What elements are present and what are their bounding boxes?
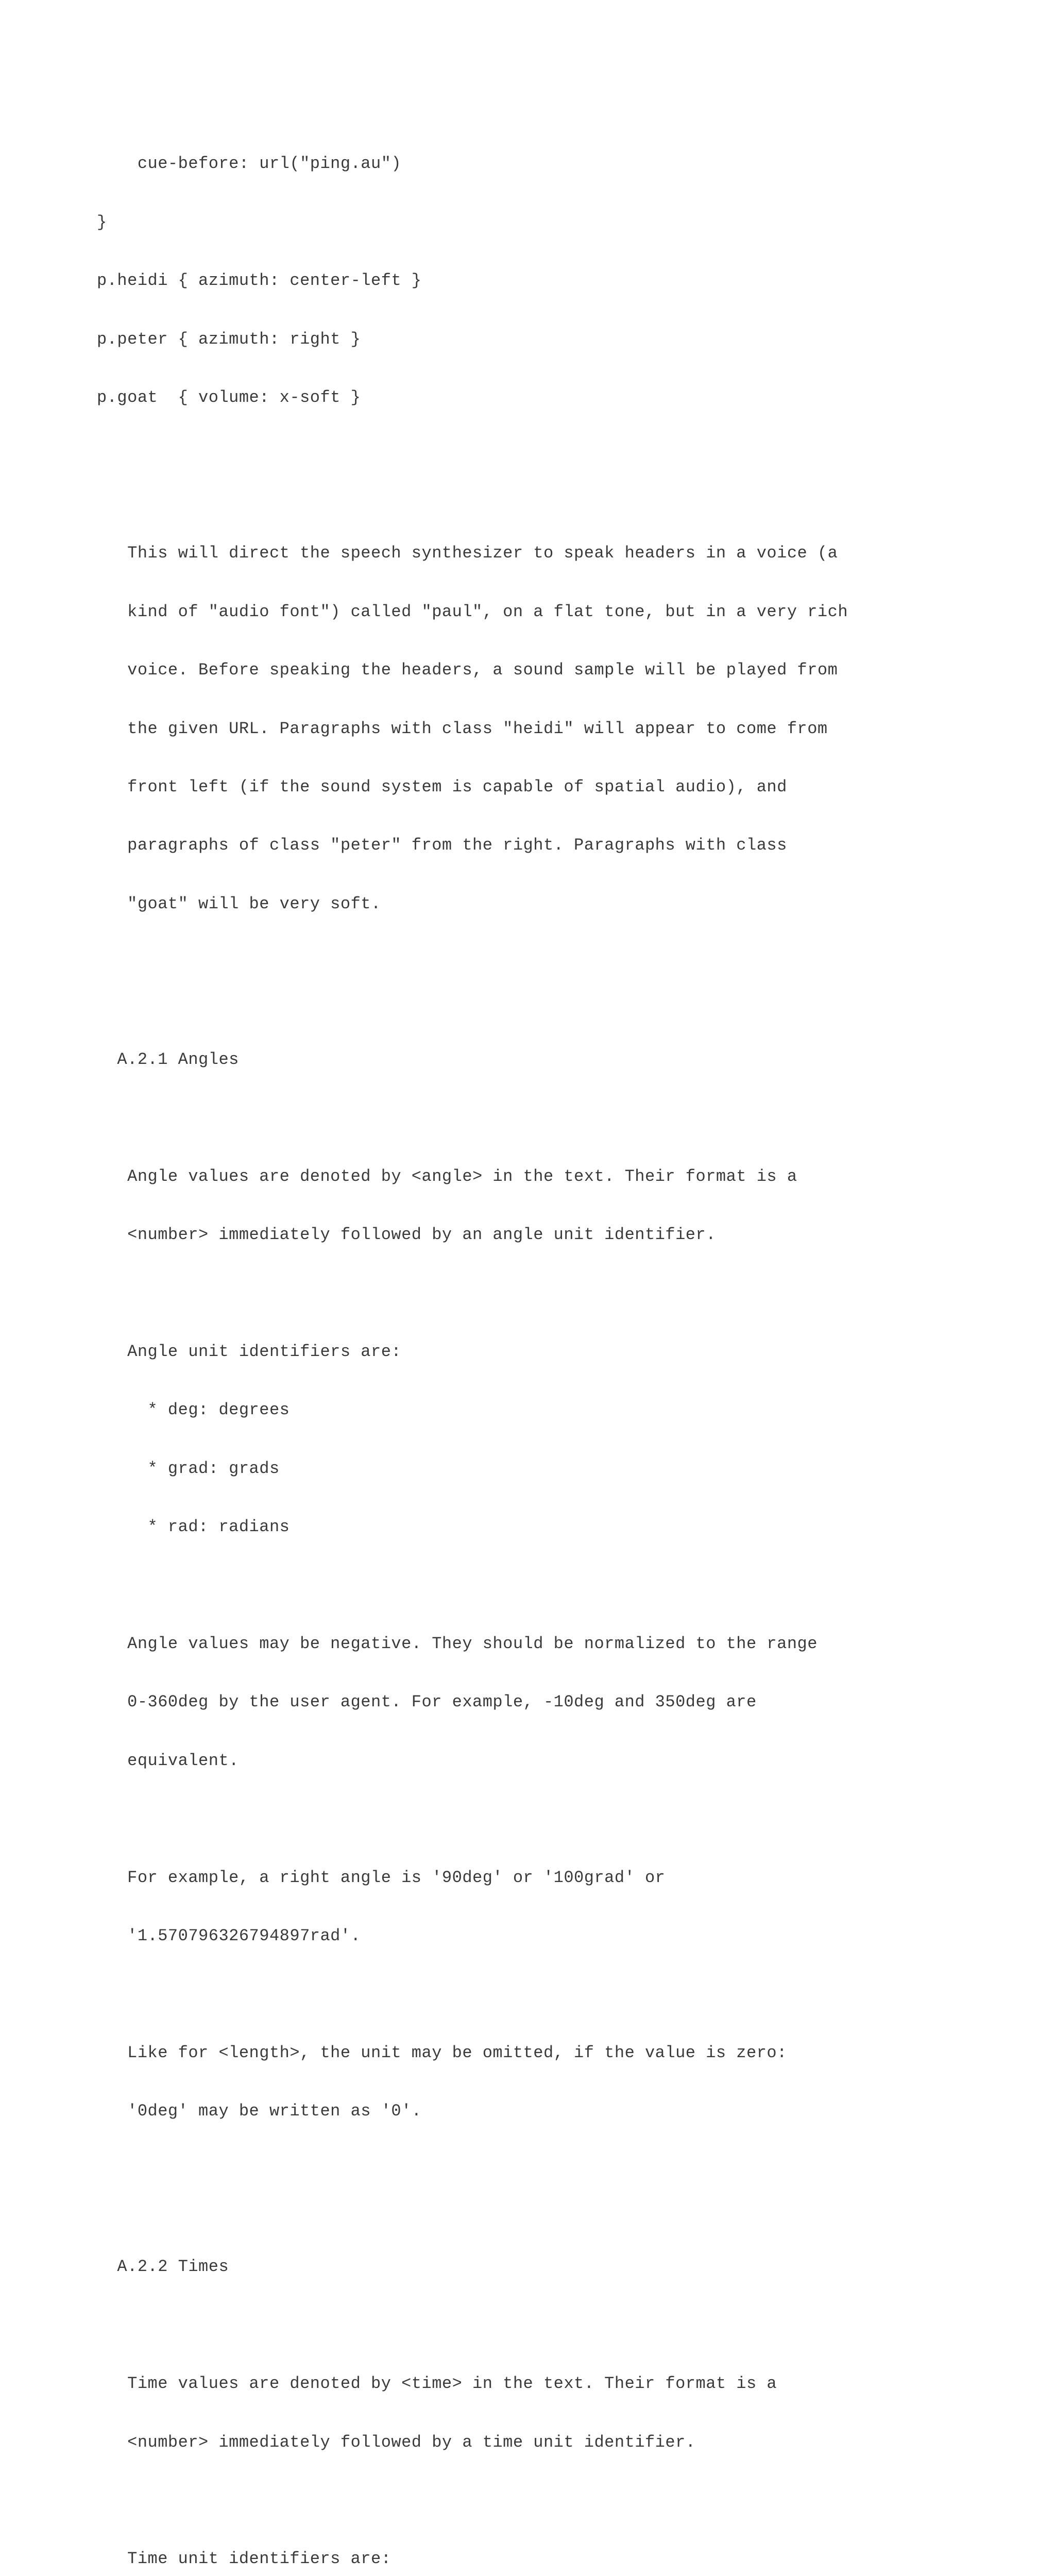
blank-line <box>97 953 848 972</box>
blank-line <box>97 1576 848 1596</box>
section-heading-times: A.2.2 Times <box>97 2257 229 2277</box>
paragraph-line: '1.570796326794897rad'. <box>97 1926 361 1945</box>
paragraph-line: '0deg' may be written as '0'. <box>97 2102 422 2121</box>
blank-line <box>97 1108 848 1128</box>
list-item: * deg: degrees <box>97 1400 290 1420</box>
paragraph-line: <number> immediately followed by an angle unit identifier. <box>97 1225 716 1245</box>
paragraph-line: Angle values are denoted by <angle> in the text. Their format is a <box>97 1166 797 1186</box>
paragraph-line: 0-360deg by the user agent. For example, -10deg and 350deg are <box>97 1692 757 1712</box>
paragraph-line: This will direct the speech synthesizer to speak headers in a voice (a <box>97 544 838 563</box>
code-line: p.peter { azimuth: right } <box>97 329 361 349</box>
blank-line <box>97 2160 848 2179</box>
blank-line <box>97 1985 848 2004</box>
blank-line <box>97 1809 848 1829</box>
paragraph-line: the given URL. Paragraphs with class "heidi" will appear to come from <box>97 719 828 738</box>
paragraph-line: "goat" will be very soft. <box>97 894 381 913</box>
code-line: p.heidi { azimuth: center-left } <box>97 271 422 291</box>
blank-line <box>97 1284 848 1303</box>
code-line: cue-before: url("ping.au") <box>97 154 402 174</box>
paragraph-line: <number> immediately followed by a time unit identifier. <box>97 2432 696 2452</box>
paragraph-line: Like for <length>, the unit may be omitted, if the value is zero: <box>97 2043 787 2062</box>
paragraph-line: For example, a right angle is '90deg' or '100grad' or <box>97 1868 666 1887</box>
code-line: } <box>97 212 107 232</box>
paragraph-line: equivalent. <box>97 1751 239 1770</box>
list-item: * grad: grads <box>97 1459 280 1478</box>
section-heading-angles: A.2.1 Angles <box>97 1050 239 1070</box>
paragraph-line: paragraphs of class "peter" from the right. Paragraphs with class <box>97 836 787 855</box>
list-item: * rad: radians <box>97 1517 290 1537</box>
code-line: p.goat { volume: x-soft } <box>97 387 361 407</box>
blank-line <box>97 446 848 466</box>
paragraph-line: front left (if the sound system is capable of spatial audio), and <box>97 777 787 796</box>
list-intro: Time unit identifiers are: <box>97 2549 392 2569</box>
document-body <box>97 96 848 2576</box>
paragraph-line: Time values are denoted by <time> in the text. Their format is a <box>97 2374 777 2394</box>
blank-line <box>97 2316 848 2335</box>
paragraph-line: kind of "audio font") called "paul", on a flat tone, but in a very rich <box>97 602 848 621</box>
paragraph-line: voice. Before speaking the headers, a sound sample will be played from <box>97 660 838 680</box>
list-intro: Angle unit identifiers are: <box>97 1342 402 1361</box>
paragraph-line: Angle values may be negative. They should be normalized to the range <box>97 1634 818 1653</box>
blank-line <box>97 2491 848 2511</box>
